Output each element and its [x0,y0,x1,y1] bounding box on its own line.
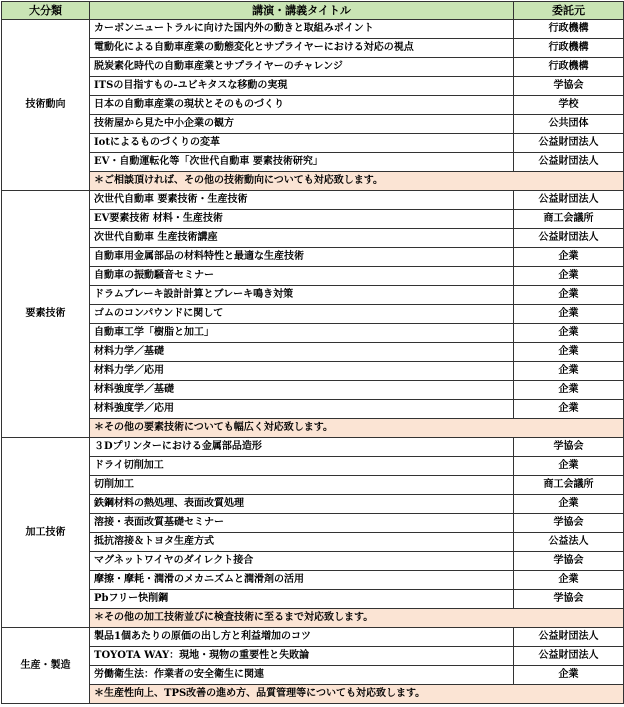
organization-cell: 公共団体 [514,115,624,134]
organization-cell: 学協会 [514,590,624,609]
table-row [2,77,624,96]
lecture-title-cell: TOYOTA WAY：現地・現物の重要性と失敗論 [90,647,514,666]
category-cell: 要素技術 [2,191,90,438]
lecture-title-cell: 自動車用金属部品の材料特性と最適な生産技術 [90,248,514,267]
lecture-title-cell: 脱炭素化時代の自動車産業とサプライヤーのチャレンジ [90,58,514,77]
organization-cell: 学協会 [514,438,624,457]
organization-cell: 企業 [514,400,624,419]
organization-cell: 企業 [514,286,624,305]
lecture-title-cell: 製品1個あたりの原価の出し方と利益増加のコツ [90,628,514,647]
organization-cell: 企業 [514,324,624,343]
table-row [2,495,624,514]
table-row [2,58,624,77]
organization-cell: 企業 [514,248,624,267]
category-cell: 生産・製造 [2,628,90,704]
lecture-title-cell: 労働衛生法：作業者の安全衛生に関連 [90,666,514,685]
lecture-title-cell: ドライ切削加工 [90,457,514,476]
header-row [2,2,624,20]
lecture-title-cell: ゴムのコンパウンドに関して [90,305,514,324]
lecture-title-cell: 技術屋から見た中小企業の観方 [90,115,514,134]
lecture-title-cell: 材料強度学／基礎 [90,381,514,400]
lecture-title-cell: 材料力学／基礎 [90,343,514,362]
table-row [2,381,624,400]
organization-cell: 企業 [514,495,624,514]
lecture-title-cell: 抵抗溶接＆トヨタ生産方式 [90,533,514,552]
table-row [2,343,624,362]
lecture-title-cell: EV要素技術 材料・生産技術 [90,210,514,229]
organization-cell: 行政機構 [514,20,624,39]
lecture-title-cell: ドラムブレーキ設計計算とブレーキ鳴き対策 [90,286,514,305]
organization-cell: 公益財団法人 [514,229,624,248]
lecture-title-cell: Iotによるものづくりの変革 [90,134,514,153]
lecture-title-cell: 次世代自動車 要素技術・生産技術 [90,191,514,210]
note-row [2,685,624,704]
lecture-title-cell: 溶接・表面改質基礎セミナー [90,514,514,533]
table-row [2,267,624,286]
lecture-title-cell: 自動車の振動騒音セミナー [90,267,514,286]
table-row [2,476,624,495]
table-row [2,305,624,324]
table-row [2,39,624,58]
table-row [2,286,624,305]
note-row [2,609,624,628]
table-row [2,20,624,39]
organization-cell: 企業 [514,666,624,685]
organization-cell: 学協会 [514,514,624,533]
table-row [2,248,624,267]
lecture-title-cell: 次世代自動車 生産技術講座 [90,229,514,248]
table-row [2,628,624,647]
lecture-title-cell: 切削加工 [90,476,514,495]
lecture-title-cell: カーボンニュートラルに向けた国内外の動きと取組みポイント [90,20,514,39]
section-note: ＊ご相談頂ければ、その他の技術動向についても対応致します。 [90,172,624,191]
lecture-title-cell: ３Dプリンターにおける金属部品造形 [90,438,514,457]
header-org: 委託元 [514,2,624,20]
table-row [2,362,624,381]
table-row [2,210,624,229]
organization-cell: 企業 [514,381,624,400]
organization-cell: 企業 [514,267,624,286]
table-row [2,571,624,590]
lecture-title-cell: 材料力学／応用 [90,362,514,381]
organization-cell: 公益財団法人 [514,628,624,647]
table-row [2,115,624,134]
table-row [2,590,624,609]
section-note: ＊生産性向上、TPS改善の進め方、品質管理等についても対応致します。 [90,685,624,704]
organization-cell: 企業 [514,362,624,381]
organization-cell: 学協会 [514,552,624,571]
organization-cell: 商工会議所 [514,210,624,229]
lecture-title-cell: 日本の自動車産業の現状とそのものづくり [90,96,514,115]
table-row [2,229,624,248]
lecture-title-cell: 材料強度学／応用 [90,400,514,419]
table-row [2,400,624,419]
organization-cell: 企業 [514,571,624,590]
table-row [2,647,624,666]
table-row [2,153,624,172]
organization-cell: 商工会議所 [514,476,624,495]
table-row [2,666,624,685]
table-row [2,134,624,153]
section-note: ＊その他の要素技術についても幅広く対応致します。 [90,419,624,438]
lecture-title-cell: 摩擦・摩耗・潤滑のメカニズムと潤滑剤の活用 [90,571,514,590]
lecture-title-cell: EV・自動運転化等「次世代自動車 要素技術研究」 [90,153,514,172]
organization-cell: 公益財団法人 [514,191,624,210]
lecture-title-cell: 鉄鋼材料の熱処理、表面改質処理 [90,495,514,514]
organization-cell: 公益財団法人 [514,134,624,153]
table-row [2,324,624,343]
lecture-title-cell: マグネットワイヤのダイレクト接合 [90,552,514,571]
note-row [2,419,624,438]
organization-cell: 行政機構 [514,39,624,58]
organization-cell: 学協会 [514,77,624,96]
category-cell: 加工技術 [2,438,90,628]
organization-cell: 企業 [514,305,624,324]
category-cell: 技術動向 [2,20,90,191]
lecture-title-cell: 自動車工学「樹脂と加工」 [90,324,514,343]
organization-cell: 公益法人 [514,533,624,552]
organization-cell: 行政機構 [514,58,624,77]
table-row [2,514,624,533]
organization-cell: 公益財団法人 [514,153,624,172]
table-row [2,552,624,571]
header-title: 講演・講義タイトル [90,2,514,20]
lecture-title-cell: ITSの目指すもの-ユビキタスな移動の実現 [90,77,514,96]
organization-cell: 企業 [514,457,624,476]
header-category: 大分類 [2,2,90,20]
organization-cell: 学校 [514,96,624,115]
lecture-title-cell: 電動化による自動車産業の動態変化とサプライヤーにおける対応の視点 [90,39,514,58]
organization-cell: 企業 [514,343,624,362]
table-row [2,533,624,552]
table-row [2,457,624,476]
section-note: ＊その他の加工技術並びに検査技術に至るまで対応致します。 [90,609,624,628]
lecture-table [1,1,624,704]
lecture-title-cell: Pbフリー快削鋼 [90,590,514,609]
table-row [2,438,624,457]
note-row [2,172,624,191]
table-row [2,191,624,210]
table-row [2,96,624,115]
organization-cell: 公益財団法人 [514,647,624,666]
table-body [2,20,624,704]
